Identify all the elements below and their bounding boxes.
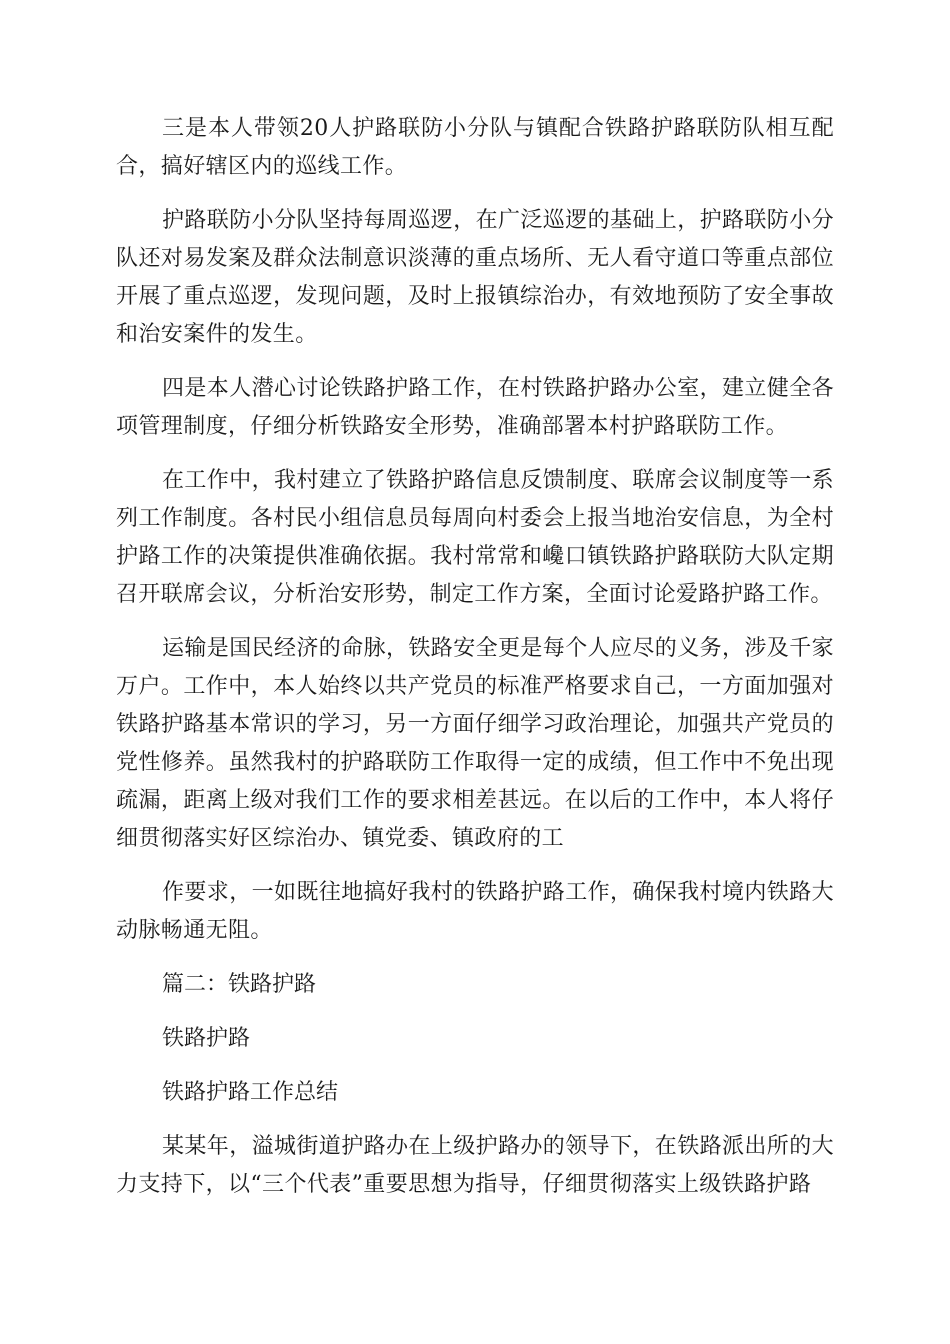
paragraph-work-requirements: 作要求，一如既往地搞好我村的铁路护路工作，确保我村境内铁路大动脉畅通无阻。 (116, 880, 835, 943)
paragraph-closing: 某某年，溢城街道护路办在上级护路办的领导下，在铁路派出所的大力支持下，以“三个代表”重要思想为指导，仔细贯彻落实上级铁路护路 (116, 1134, 835, 1197)
paragraph-management-system: 四是本人潜心讨论铁路护路工作，在村铁路护路办公室，建立健全各项管理制度，仔细分析铁路安全形势，准确部署本村护路联防工作。 (116, 376, 835, 439)
document-page (116, 110, 834, 1220)
sub-heading: 铁路护路 (162, 1026, 251, 1051)
paragraph-patrol-team: 三是本人带领20人护路联防小分队与镇配合铁路护路联防队相互配合，搞好辖区内的巡线工作。 (116, 116, 834, 179)
paragraph-work-system: 在工作中，我村建立了铁路护路信息反馈制度、联席会议制度等一系列工作制度。各村民小组信息员每周向村委会上报当地治安信息，为全村护路工作的决策提供准确依据。我村常常和巉口镇铁路护路联防大队定期召开联席会议，分析治安形势，制定工作方案，全面讨论爱路护路工作。 (116, 468, 835, 607)
paragraph-weekly-patrol: 护路联防小分队坚持每周巡逻，在广泛巡逻的基础上，护路联防小分队还对易发案及群众法制意识淡薄的重点场所、无人看守道口等重点部位开展了重点巡逻，发现问题，及时上报镇综治办，有效地预防了安全事故和治安案件的发生。 (116, 208, 835, 347)
paragraph-transport-safety: 运输是国民经济的命脉，铁路安全更是每个人应尽的义务，涉及千家万户。工作中，本人始终以共产党员的标准严格要求自己，一方面加强对铁路护路基本常识的学习，另一方面仔细学习政治理论，加强共产党员的党性修养。虽然我村的护路联防工作取得一定的成绩，但工作中不免出现疏漏，距离上级对我们工作的要求相差甚远。在以后的工作中，本人将仔细贯彻落实好区综治办、镇党委、镇政府的工 (116, 636, 835, 851)
document-title: 铁路护路工作总结 (162, 1080, 339, 1105)
section-heading: 篇二：铁路护路 (162, 972, 317, 997)
